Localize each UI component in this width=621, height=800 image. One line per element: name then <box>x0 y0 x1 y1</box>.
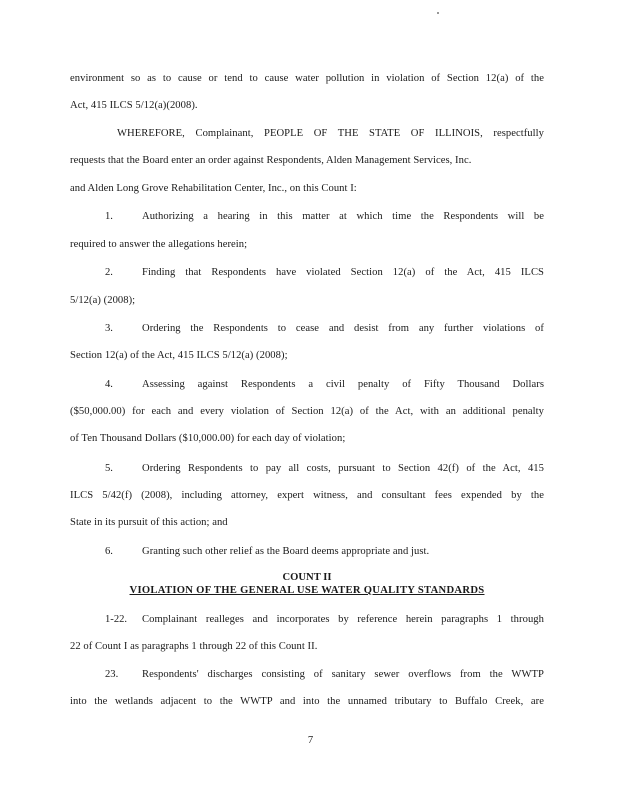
count-title: COUNT II <box>282 572 332 583</box>
text-line: of Ten Thousand Dollars ($10,000.00) for each day of violation; <box>70 433 346 444</box>
item-number: 1. <box>105 211 113 222</box>
item-number: 4. <box>105 379 113 390</box>
text-line: Respondents' discharges consisting of sanitary sewer overflows from the WWTP <box>142 669 544 680</box>
item-number: 2. <box>105 267 113 278</box>
item-number: 5. <box>105 463 113 474</box>
text-line: Authorizing a hearing in this matter at which time the Respondents will be <box>142 211 544 222</box>
text-line: Finding that Respondents have violated Section 12(a) of the Act, 415 ILCS <box>142 267 544 278</box>
text-line: and Alden Long Grove Rehabilitation Center, Inc., on this Count I: <box>70 183 357 194</box>
paragraph-number: 1-22. <box>105 614 128 625</box>
text-line: ILCS 5/42(f) (2008), including attorney, expert witness, and consultant fees expended by the <box>70 490 544 501</box>
text-line: Ordering the Respondents to cease and desist from any further violations of <box>142 323 544 334</box>
text-line: State in its pursuit of this action; and <box>70 517 228 528</box>
text-line: Act, 415 ILCS 5/12(a)(2008). <box>70 100 198 111</box>
text-line: ($50,000.00) for each and every violation of Section 12(a) of the Act, with an additional penalty <box>70 406 544 417</box>
text-line: 22 of Count I as paragraphs 1 through 22 of this Count II. <box>70 641 318 652</box>
count-subtitle: VIOLATION OF THE GENERAL USE WATER QUALITY STANDARDS <box>129 585 485 596</box>
text-line: into the wetlands adjacent to the WWTP and into the unnamed tributary to Buffalo Creek, are <box>70 696 544 707</box>
text-line: 5/12(a) (2008); <box>70 295 136 306</box>
text-line: Granting such other relief as the Board deems appropriate and just. <box>142 546 430 557</box>
text-line: Assessing against Respondents a civil penalty of Fifty Thousand Dollars <box>142 379 544 390</box>
text-line: environment so as to cause or tend to cause water pollution in violation of Section 12(a) of the <box>70 73 544 84</box>
page-number: 7 <box>307 735 314 746</box>
text-line: Section 12(a) of the Act, 415 ILCS 5/12(a) (2008); <box>70 350 288 361</box>
item-number: 6. <box>105 546 113 557</box>
scan-speck <box>437 12 439 14</box>
text-line: Ordering Respondents to pay all costs, pursuant to Section 42(f) of the Act, 415 <box>142 463 544 474</box>
text-line: requests that the Board enter an order against Respondents, Alden Management Services, Inc. <box>70 155 472 166</box>
item-number: 3. <box>105 323 113 334</box>
text-line: Complainant realleges and incorporates by reference herein paragraphs 1 through <box>142 614 544 625</box>
paragraph-number: 23. <box>105 669 119 680</box>
text-line: WHEREFORE, Complainant, PEOPLE OF THE STATE OF ILLINOIS, respectfully <box>117 128 544 139</box>
text-line: required to answer the allegations herein; <box>70 239 248 250</box>
